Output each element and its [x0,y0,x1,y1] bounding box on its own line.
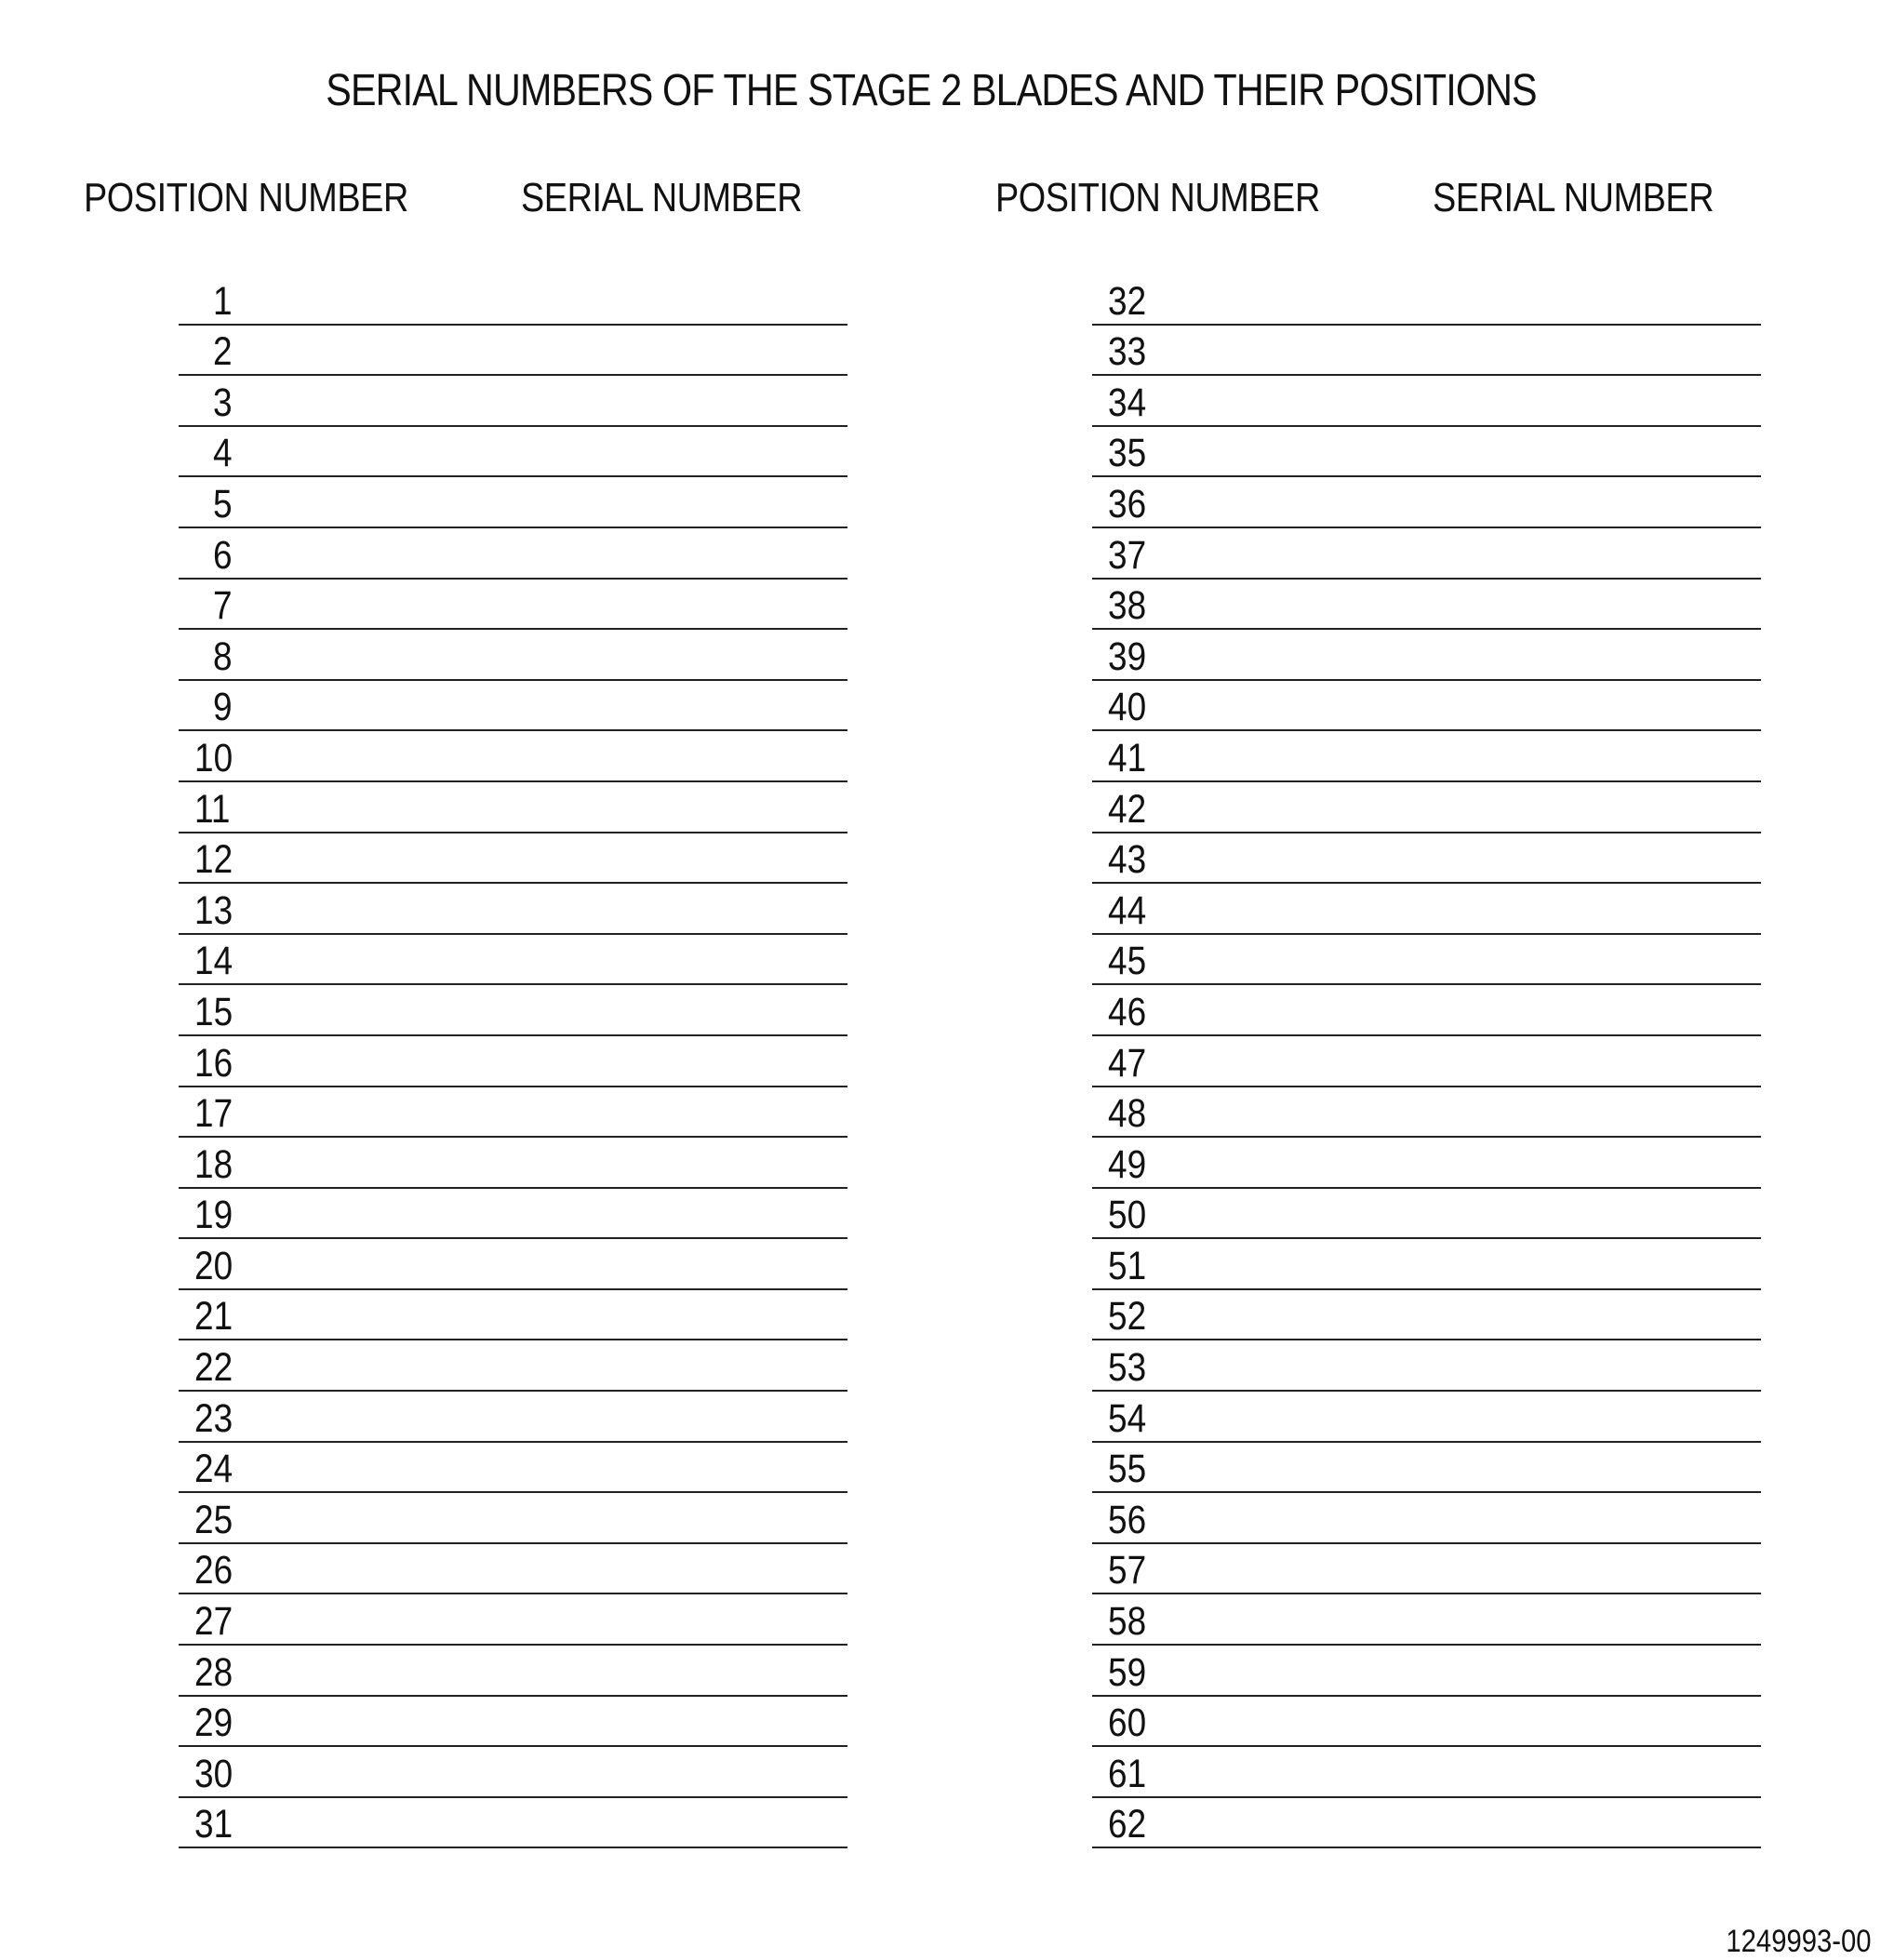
position-number: 53 [1108,1345,1147,1391]
serial-number-blank[interactable] [1204,884,1761,933]
serial-number-blank[interactable] [290,427,847,476]
serial-number-blank[interactable] [1204,376,1761,425]
position-number: 38 [1108,583,1147,629]
position-number: 51 [1108,1243,1147,1288]
position-row [1092,731,1761,782]
serial-number-blank[interactable] [1204,1239,1761,1288]
position-row [1092,681,1761,732]
position-row [179,731,847,782]
right-position-list [1092,274,1761,1848]
position-number: 26 [194,1548,233,1593]
position-number: 3 [213,380,233,425]
right-position-number-header: POSITION NUMBER [995,175,1320,220]
position-row [1092,1798,1761,1849]
serial-number-blank[interactable] [290,1290,847,1340]
position-row [179,1189,847,1240]
serial-number-blank[interactable] [1204,731,1761,780]
serial-number-blank[interactable] [1204,782,1761,832]
serial-number-blank[interactable] [1204,1443,1761,1492]
serial-number-blank[interactable] [1204,1697,1761,1746]
position-row [179,1087,847,1139]
serial-number-blank[interactable] [290,1087,847,1137]
position-number: 52 [1108,1294,1147,1340]
position-row [1092,274,1761,326]
position-number: 36 [1108,481,1147,527]
serial-number-blank[interactable] [1204,1594,1761,1644]
serial-number-blank[interactable] [1204,935,1761,984]
position-number: 56 [1108,1497,1147,1542]
position-number: 50 [1108,1193,1147,1238]
serial-number-blank[interactable] [290,1443,847,1492]
position-row [179,427,847,478]
position-row [1092,630,1761,681]
serial-number-blank[interactable] [1204,1646,1761,1695]
position-row [1092,580,1761,631]
position-number: 55 [1108,1447,1147,1492]
position-row [1092,1697,1761,1748]
serial-number-blank[interactable] [290,1189,847,1238]
position-number: 25 [194,1497,233,1542]
position-number: 15 [194,989,233,1034]
left-serial-number-header: SERIAL NUMBER [521,175,803,220]
position-number: 35 [1108,431,1147,476]
serial-number-blank[interactable] [1204,833,1761,883]
position-number: 23 [194,1395,233,1441]
position-number: 57 [1108,1548,1147,1593]
position-number: 59 [1108,1649,1147,1695]
left-position-list [179,274,847,1848]
position-row [1092,1493,1761,1544]
serial-number-blank[interactable] [1204,985,1761,1034]
position-row [1092,1189,1761,1240]
position-number: 20 [194,1243,233,1288]
position-row [1092,935,1761,986]
position-row [1092,1138,1761,1189]
serial-number-blank[interactable] [290,884,847,933]
position-number: 49 [1108,1141,1147,1187]
position-number: 9 [213,685,233,730]
position-number: 31 [194,1802,233,1847]
position-row [179,528,847,580]
position-row [179,1036,847,1087]
position-row [1092,1594,1761,1646]
position-row [179,1697,847,1748]
position-row [1092,1036,1761,1087]
position-row [179,376,847,427]
serial-number-blank[interactable] [290,1138,847,1187]
serial-number-blank[interactable] [290,1747,847,1796]
position-number: 41 [1108,735,1147,780]
serial-number-blank[interactable] [290,985,847,1034]
position-row [179,782,847,833]
position-number: 6 [213,532,233,578]
position-number: 45 [1108,939,1147,984]
position-number: 33 [1108,329,1147,375]
serial-number-blank[interactable] [290,1493,847,1542]
position-number: 10 [194,735,233,780]
position-row [1092,376,1761,427]
position-row [179,1239,847,1290]
serial-number-blank[interactable] [290,935,847,984]
position-number: 30 [194,1751,233,1796]
position-row [1092,1290,1761,1341]
position-row [1092,833,1761,885]
position-number: 8 [213,633,233,679]
position-row [179,1493,847,1544]
position-row [179,1798,847,1849]
position-number: 27 [194,1599,233,1645]
position-number: 11 [194,786,231,832]
serial-number-blank[interactable] [290,528,847,578]
position-row [1092,1544,1761,1595]
serial-number-blank[interactable] [290,630,847,679]
position-row [179,681,847,732]
position-row [1092,782,1761,833]
serial-number-blank[interactable] [1204,477,1761,527]
position-row [179,884,847,935]
position-number: 24 [194,1447,233,1492]
serial-number-blank[interactable] [290,326,847,375]
position-row [179,833,847,885]
position-number: 28 [194,1649,233,1695]
position-number: 12 [194,837,233,883]
position-number: 48 [1108,1091,1147,1137]
position-number: 16 [194,1040,233,1086]
position-row [1092,1392,1761,1443]
position-row [179,326,847,377]
position-row [1092,477,1761,528]
position-number: 7 [213,583,233,629]
serial-number-blank[interactable] [1204,1189,1761,1238]
serial-number-blank[interactable] [290,1646,847,1695]
position-number: 2 [213,329,233,375]
position-row [179,630,847,681]
serial-number-blank[interactable] [290,1340,847,1390]
serial-number-blank[interactable] [290,376,847,425]
serial-number-blank[interactable] [290,1544,847,1593]
position-row [1092,1443,1761,1494]
position-row [1092,1087,1761,1139]
position-row [179,580,847,631]
position-number: 29 [194,1700,233,1746]
position-row [179,1747,847,1798]
position-number: 58 [1108,1599,1147,1645]
serial-number-blank[interactable] [290,274,847,324]
position-number: 22 [194,1345,233,1391]
position-number: 17 [194,1091,233,1137]
position-number: 21 [194,1294,233,1340]
position-number: 5 [213,481,233,527]
position-number: 46 [1108,989,1147,1034]
document-code: 1249993-00 [1726,1924,1872,1959]
position-row [179,935,847,986]
serial-number-blank[interactable] [290,833,847,883]
serial-number-blank[interactable] [290,1392,847,1441]
position-row [179,1594,847,1646]
position-number: 19 [194,1193,233,1238]
serial-number-blank[interactable] [290,681,847,730]
serial-number-blank[interactable] [1204,1544,1761,1593]
position-row [1092,1340,1761,1392]
position-row [179,1340,847,1392]
position-row [179,1290,847,1341]
position-number: 32 [1108,278,1147,324]
position-number: 61 [1108,1751,1147,1796]
position-number: 44 [1108,887,1147,933]
position-row [179,1138,847,1189]
serial-number-blank[interactable] [1204,528,1761,578]
position-number: 4 [213,431,233,476]
serial-number-blank[interactable] [1204,1036,1761,1086]
serial-number-blank[interactable] [1204,1798,1761,1847]
position-row [1092,1646,1761,1697]
position-number: 39 [1108,633,1147,679]
position-number: 34 [1108,380,1147,425]
serial-number-blank[interactable] [1204,326,1761,375]
position-number: 54 [1108,1395,1147,1441]
position-row [179,477,847,528]
position-number: 47 [1108,1040,1147,1086]
serial-number-blank[interactable] [290,1798,847,1847]
position-row [1092,1239,1761,1290]
serial-number-blank[interactable] [1204,1392,1761,1441]
page-title: SERIAL NUMBERS OF THE STAGE 2 BLADES AND THEIR POSITIONS [326,66,1537,115]
position-number: 14 [194,939,233,984]
position-number: 62 [1108,1802,1147,1847]
position-row [1092,1747,1761,1798]
right-serial-number-header: SERIAL NUMBER [1433,175,1714,220]
serial-number-blank[interactable] [1204,274,1761,324]
serial-number-blank[interactable] [1204,427,1761,476]
position-number: 1 [213,278,233,324]
position-row [1092,884,1761,935]
position-number: 43 [1108,837,1147,883]
serial-number-blank[interactable] [290,1239,847,1288]
serial-number-blank[interactable] [1204,580,1761,629]
position-number: 60 [1108,1700,1147,1746]
serial-number-blank[interactable] [290,1594,847,1644]
serial-number-blank[interactable] [290,731,847,780]
position-row [179,1544,847,1595]
serial-number-blank[interactable] [1204,681,1761,730]
serial-number-blank[interactable] [290,580,847,629]
serial-number-blank[interactable] [1204,1747,1761,1796]
position-row [179,985,847,1036]
serial-number-blank[interactable] [1204,1493,1761,1542]
position-number: 37 [1108,532,1147,578]
serial-number-blank[interactable] [290,1036,847,1086]
serial-number-blank[interactable] [1204,1290,1761,1340]
position-row [179,1646,847,1697]
position-row [179,274,847,326]
position-row [179,1443,847,1494]
position-number: 42 [1108,786,1147,832]
serial-number-blank[interactable] [1204,1340,1761,1390]
serial-number-blank[interactable] [1204,1138,1761,1187]
position-number: 18 [194,1141,233,1187]
position-row [1092,985,1761,1036]
position-number: 40 [1108,685,1147,730]
position-row [1092,326,1761,377]
position-row [1092,427,1761,478]
left-position-number-header: POSITION NUMBER [84,175,408,220]
position-row [179,1392,847,1443]
serial-number-blank[interactable] [1204,630,1761,679]
position-number: 13 [194,887,233,933]
serial-number-blank[interactable] [290,782,847,832]
position-row [1092,528,1761,580]
serial-number-blank[interactable] [290,1697,847,1746]
serial-number-blank[interactable] [1204,1087,1761,1137]
serial-number-blank[interactable] [290,477,847,527]
